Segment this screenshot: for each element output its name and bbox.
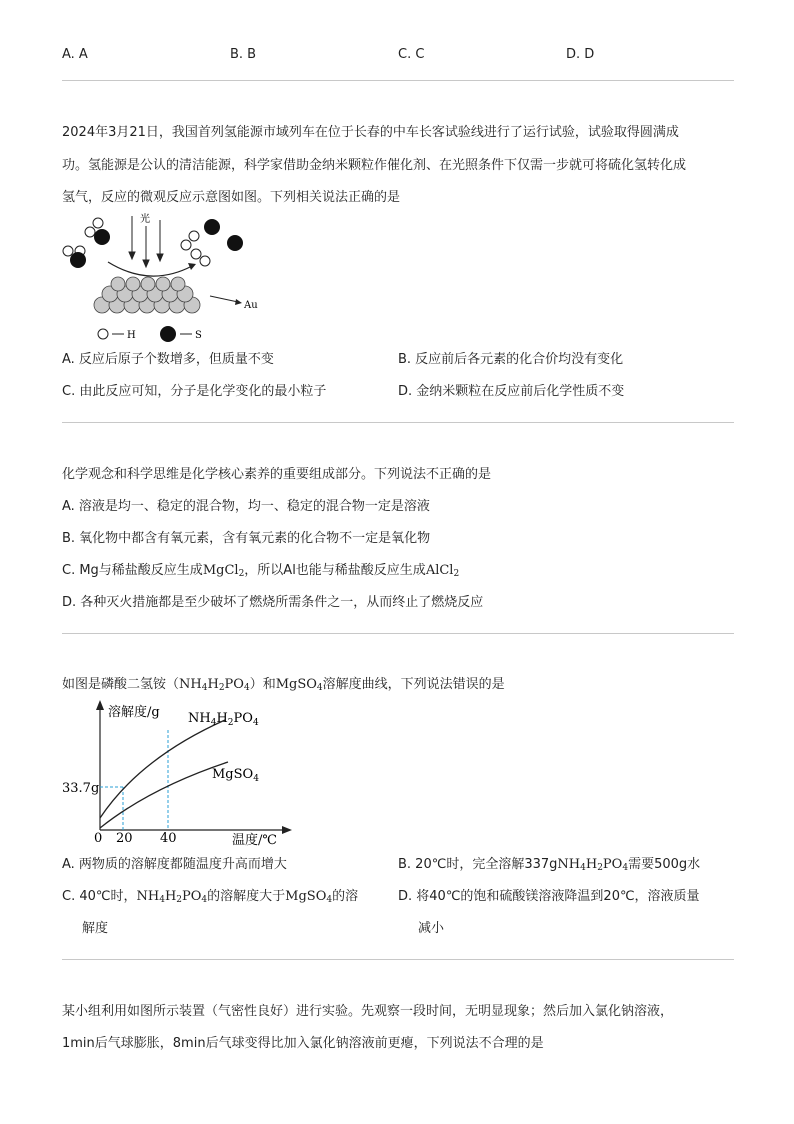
q4-stem-line-1: 某小组利用如图所示装置（气密性良好）进行实验。先观察一段时间，无明显现象；然后加入氯化钠溶液， xyxy=(62,1004,674,1019)
x-tick-20: 20 xyxy=(116,831,133,846)
option-c: C. C xyxy=(398,47,425,62)
y-axis-label: 溶解度/g xyxy=(108,705,160,720)
q3-option-a: A. 两物质的溶解度都随温度升高而增大 xyxy=(62,857,287,872)
divider xyxy=(62,422,734,423)
q1-option-d: D. 金纳米颗粒在反应前后化学性质不变 xyxy=(398,384,625,399)
q1-stem-line-1: 2024年3月21日，我国首列氢能源市域列车在位于长春的中车长客试验线进行了运行试验，试验取得圆满成 xyxy=(62,125,679,140)
q3-stem: 如图是磷酸二氢铵$(NH_4H_2PO_4)$和MgSO$_4$溶解度曲线，下列说法错误的是 xyxy=(62,677,505,693)
q1-stem-line-2: 功。氢能源是公认的清洁能源，科学家借助金纳米颗粒作催化剂、在光照条件下仅需一步就可将硫化氢转化成 xyxy=(62,158,687,173)
series-mgso4-curve xyxy=(100,762,228,828)
q1-option-c: C. 由此反应可知，分子是化学变化的最小粒子 xyxy=(62,384,327,399)
divider xyxy=(62,959,734,960)
solubility-chart xyxy=(60,698,300,850)
option-d: D. D xyxy=(566,47,595,62)
legend-s-label: S xyxy=(195,330,202,341)
divider xyxy=(62,633,734,634)
option-b: B. B xyxy=(230,47,257,62)
q2-option-a: A. 溶液是均一、稳定的混合物，均一、稳定的混合物一定是溶液 xyxy=(62,499,430,514)
series-label-mgso4: MgSO$_4$ xyxy=(212,767,259,784)
x-axis-label: 温度/℃ xyxy=(232,833,277,848)
q2-option-b: B. 氧化物中都含有氧元素，含有氧元素的化合物不一定是氧化物 xyxy=(62,531,431,546)
light-label: 光 xyxy=(140,214,150,225)
q2-option-d: D. 各种灭火措施都是至少破坏了燃烧所需条件之一，从而终止了燃烧反应 xyxy=(62,595,484,610)
au-label: Au xyxy=(244,300,258,311)
q3-option-c: C. 40℃时，$NH_4H_2PO_4$的溶解度大于MgSO$_4$的溶 xyxy=(62,889,359,905)
q1-option-a: A. 反应后原子个数增多，但质量不变 xyxy=(62,352,274,367)
q3-option-b: B. 20℃时，完全溶解$337gNH_4H_2PO_4$需要500g水 xyxy=(398,857,701,873)
y-tick-33-7: 33.7g xyxy=(62,781,100,796)
series-label-nh4h2po4: $NH_4H_2PO_4$ xyxy=(188,711,259,728)
q3-option-d: D. 将40℃的饱和硫酸镁溶液降温到20℃，溶液质量 xyxy=(398,889,700,904)
q2-option-c: C. Mg与稀盐酸反应生成MgCl$_2$，所以Al也能与稀盐酸反应生成AlCl$_2$ xyxy=(62,563,460,579)
q3-option-d-line-2: 减小 xyxy=(418,921,445,936)
divider xyxy=(62,80,734,81)
q1-option-b: B. 反应前后各元素的化合价均没有变化 xyxy=(398,352,624,367)
q1-stem-line-3: 氢气，反应的微观反应示意图如图。下列相关说法正确的是 xyxy=(62,190,401,205)
option-a: A. A xyxy=(62,47,88,62)
q3-option-c-line-2: 解度 xyxy=(82,921,109,936)
legend-h-label: H xyxy=(127,330,136,341)
series-nh4h2po4-curve xyxy=(100,720,225,818)
q2-stem: 化学观念和科学思维是化学核心素养的重要组成部分。下列说法不正确的是 xyxy=(62,467,492,482)
x-tick-40: 40 xyxy=(160,831,177,846)
sulfur-atom-icon xyxy=(160,326,176,342)
reaction-diagram xyxy=(60,208,280,348)
q4-stem-line-2: 1min后气球膨胀，8min后气球变得比加入氯化钠溶液前更瘪，下列说法不合理的是 xyxy=(62,1036,544,1051)
hydrogen-atom-icon xyxy=(98,329,108,339)
x-tick-0: 0 xyxy=(94,831,103,846)
